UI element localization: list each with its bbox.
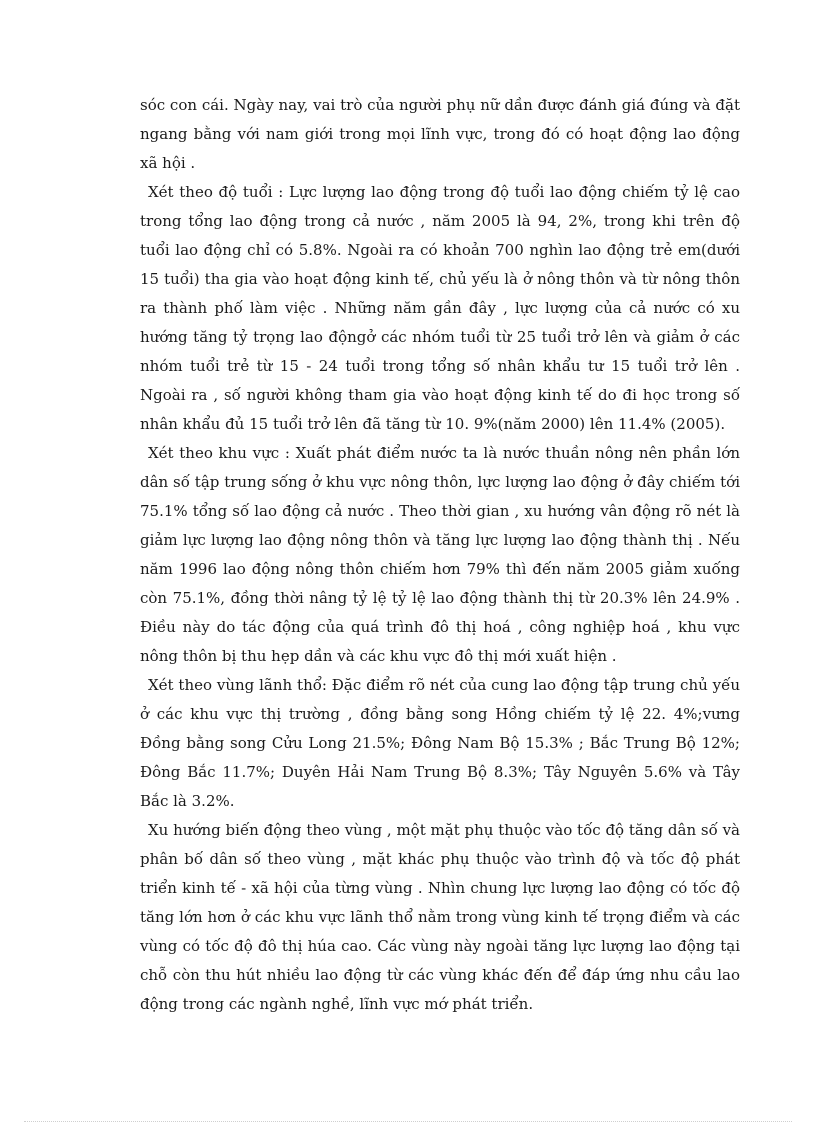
body-text (140, 91, 740, 1019)
paragraph-area: Xét theo khu vực : Xuất phát điểm nước ta là nước thuần nông nên phần lớn dân số tập trung sống ở khu vực nông thôn, lực lượng lao động ở đây chiếm tới 75.1% tổng số lao động cả nước . Theo thời gian , xu hướng vân động rõ nét là giảm lực lượng lao động nông thôn và tăng lực lượng lao động thành thị . Nếu năm 1996 lao động nông thôn chiếm hơn 79% thì đến năm 2005 giảm xuống còn 75.1%, đồng thời nâng tỷ lệ tỷ lệ lao động thành thị từ 20.3% lên 24.9% . Điều này do tác động của quá trình đô thị hoá , công nghiệp hoá , khu vực nông thôn bị thu hẹp dần và các khu vực đô thị mới xuất hiện . (140, 444, 740, 665)
paragraph-age: Xét theo độ tuổi : Lực lượng lao động trong độ tuổi lao động chiếm tỷ lệ cao trong tổng lao động trong cả nước , năm 2005 là 94, 2%, trong khi trên độ tuổi lao động chỉ có 5.8%. Ngoài ra có khoản 700 nghìn lao động trẻ em(dưới 15 tuổi) tha gia vào hoạt động kinh tế, chủ yếu là ở nông thôn và từ nông thôn ra thành phố làm việc . Những năm gần đây , lực lượng của cả nước có xu hướng tăng tỷ trọng lao độngở các nhóm tuổi từ 25 tuổi trở lên và giảm ở các nhóm tuổi trẻ từ 15 - 24 tuổi trong tổng số nhân khẩu tư 15 tuổi trở lên . Ngoài ra , số người không tham gia vào hoạt động kinh tế do đi học trong số nhân khẩu đủ 15 tuổi trở lên đã tăng từ 10. 9%(năm 2000) lên 11.4% (2005). (140, 183, 740, 433)
paragraph-region: Xét theo vùng lãnh thổ: Đặc điểm rõ nét của cung lao động tập trung chủ yếu ở các khu vực thị trường , đồng bằng song Hồng chiếm tỷ lệ 22. 4%;vưng Đồng bằng song Cửu Long 21.5%; Đông Nam Bộ 15.3% ; Bắc Trung Bộ 12%; Đông Bắc 11.7%; Duyên Hải Nam Trung Bộ 8.3%; Tây Nguyên 5.6% và Tây Bắc là 3.2%. (140, 676, 740, 810)
page-bottom-divider (24, 1121, 792, 1122)
paragraph-intro: sóc con cái. Ngày nay, vai trò của người phụ nữ dần được đánh giá đúng và đặt ngang bằng với nam giới trong mọi lĩnh vực, trong đó có hoạt động lao động xã hội . (140, 96, 740, 172)
paragraph-trend: Xu hướng biến động theo vùng , một mặt phụ thuộc vào tốc độ tăng dân số và phân bố dân số theo vùng , mặt khác phụ thuộc vào trình độ và tốc độ phát triển kinh tế - xã hội của từng vùng . Nhìn chung lực lượng lao động có tốc độ tăng lớn hơn ở các khu vực lãnh thổ nằm trong vùng kinh tế trọng điểm và các vùng có tốc độ đô thị húa cao. Các vùng này ngoài tăng lực lượng lao động tại chỗ còn thu hút nhiều lao động từ các vùng khác đến để đáp ứng nhu cầu lao động trong các ngành nghề, lĩnh vực mớ phát triển. (140, 821, 740, 1013)
